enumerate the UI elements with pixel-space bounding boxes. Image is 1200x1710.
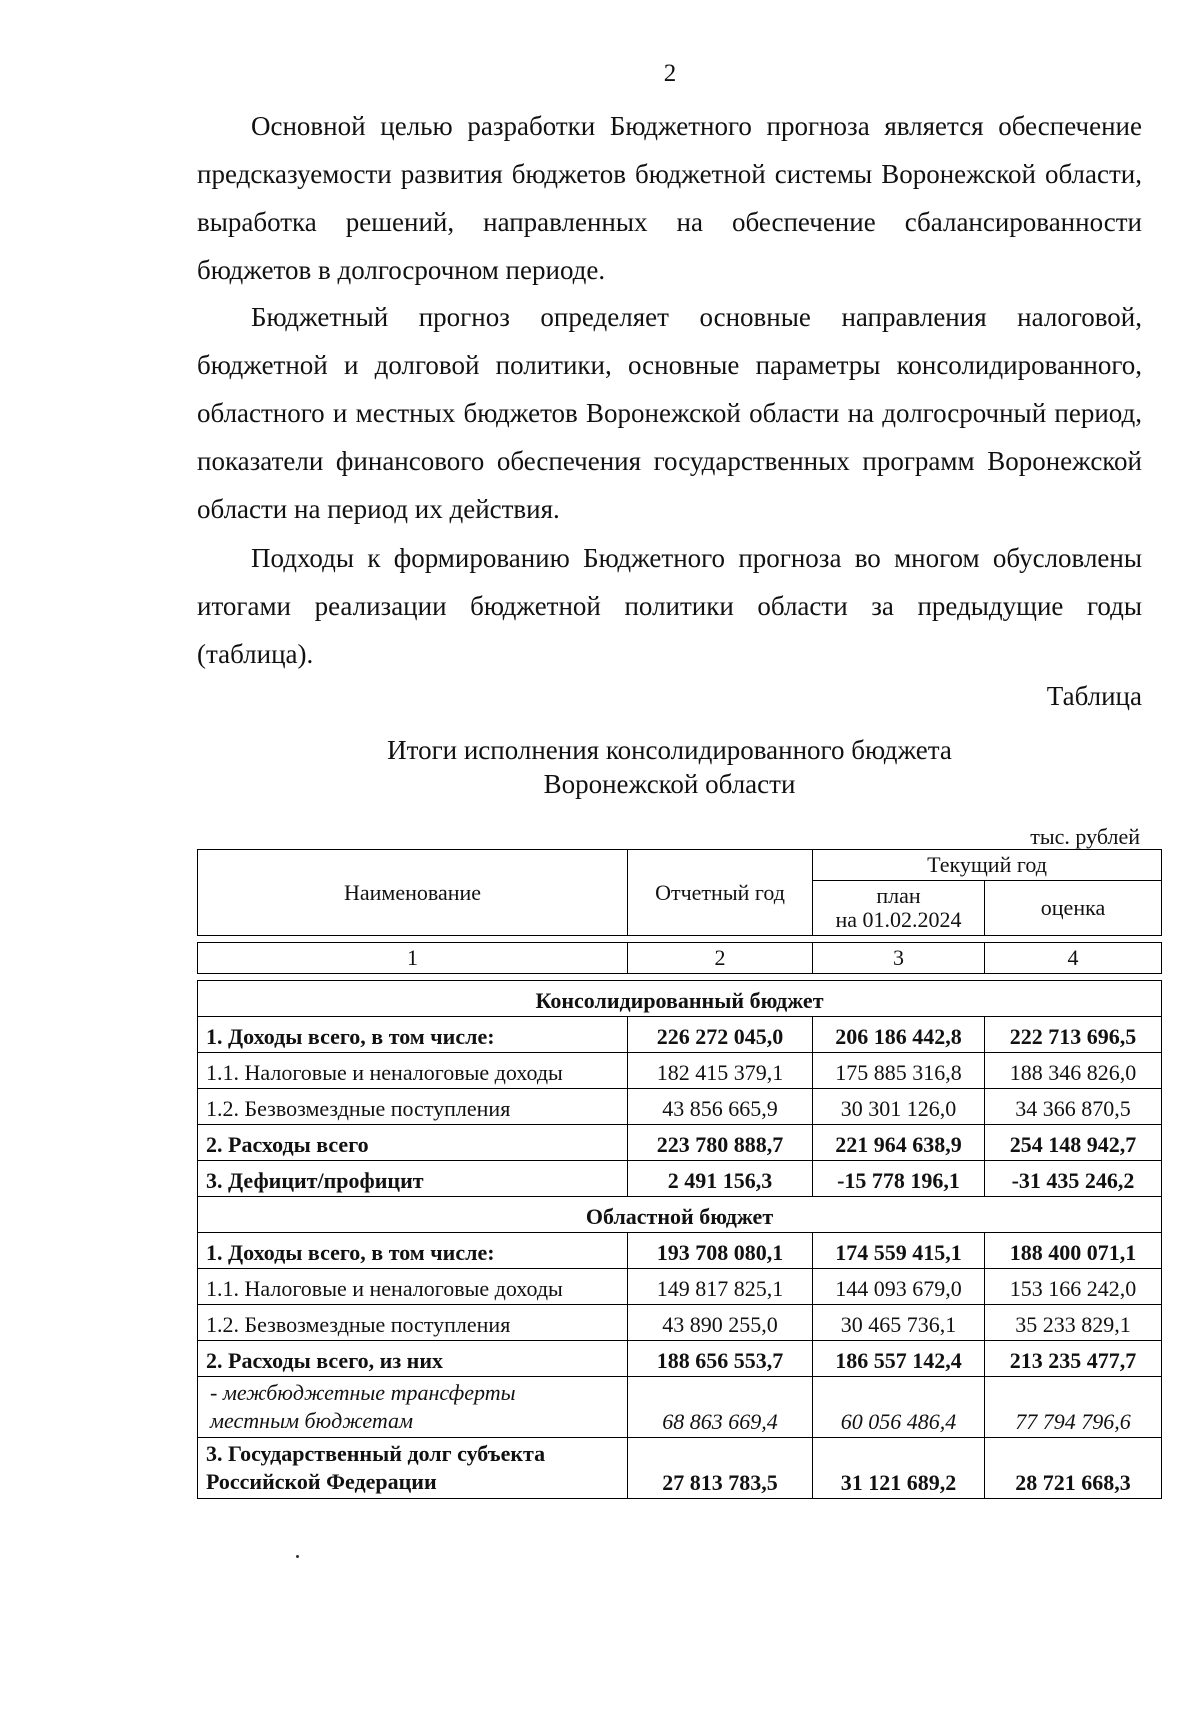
cell-value: -15 778 196,1 [813, 1161, 985, 1197]
section-header [198, 981, 1162, 1017]
table-title-line-1: Итоги исполнения консолидированного бюджета [387, 735, 952, 765]
table-row [198, 1053, 1162, 1089]
cell-value: 27 813 783,5 [628, 1438, 813, 1499]
table-row [198, 1438, 1162, 1499]
budget-table [197, 849, 1162, 1499]
cell-value: 2 491 156,3 [628, 1161, 813, 1197]
stray-dot [296, 1555, 299, 1558]
row-name: 1.1. Налоговые и неналоговые доходы [198, 1269, 628, 1305]
cell-value: 34 366 870,5 [985, 1089, 1162, 1125]
row-name [198, 1377, 628, 1438]
row-name: 2. Расходы всего [198, 1125, 628, 1161]
column-number: 4 [985, 943, 1162, 974]
cell-value: 153 166 242,0 [985, 1269, 1162, 1305]
section-title: Консолидированный бюджет [198, 981, 1162, 1017]
table-row [198, 1233, 1162, 1269]
cell-value: 223 780 888,7 [628, 1125, 813, 1161]
column-number: 2 [628, 943, 813, 974]
row-name-line-1: 3. Государственный долг субъекта [206, 1441, 546, 1466]
table-row [198, 1161, 1162, 1197]
row-name: 1.2. Безвозмездные поступления [198, 1089, 628, 1125]
section-header [198, 1197, 1162, 1233]
cell-value: 43 856 665,9 [628, 1089, 813, 1125]
cell-value: 174 559 415,1 [813, 1233, 985, 1269]
row-name: 1. Доходы всего, в том числе: [198, 1017, 628, 1053]
cell-value: 175 885 316,8 [813, 1053, 985, 1089]
row-name [198, 1438, 628, 1499]
section-title: Областной бюджет [198, 1197, 1162, 1233]
table-row [198, 1017, 1162, 1053]
cell-value: 144 093 679,0 [813, 1269, 985, 1305]
table-row [198, 1305, 1162, 1341]
cell-value: 188 400 071,1 [985, 1233, 1162, 1269]
cell-value: 226 272 045,0 [628, 1017, 813, 1053]
table-row [198, 1269, 1162, 1305]
cell-value: 188 656 553,7 [628, 1341, 813, 1377]
cell-value: 28 721 668,3 [985, 1438, 1162, 1499]
cell-value: 60 056 486,4 [813, 1377, 985, 1438]
cell-value: 77 794 796,6 [985, 1377, 1162, 1438]
table-row [198, 1089, 1162, 1125]
header-plan-line-2: на 01.02.2024 [835, 907, 962, 932]
header-reporting-year: Отчетный год [628, 850, 813, 936]
cell-value: 254 148 942,7 [985, 1125, 1162, 1161]
table-row [198, 1341, 1162, 1377]
cell-value: 149 817 825,1 [628, 1269, 813, 1305]
table-row [198, 1377, 1162, 1438]
row-name: 3. Дефицит/профицит [198, 1161, 628, 1197]
header-current-year: Текущий год [813, 850, 1162, 881]
cell-value: 188 346 826,0 [985, 1053, 1162, 1089]
table-title [197, 733, 1142, 801]
table-label: Таблица [1046, 681, 1142, 711]
cell-value: 186 557 142,4 [813, 1341, 985, 1377]
row-name: 1.1. Налоговые и неналоговые доходы [198, 1053, 628, 1089]
cell-value: 182 415 379,1 [628, 1053, 813, 1089]
header-estimate: оценка [985, 881, 1162, 936]
header-name: Наименование [198, 850, 628, 936]
page-number: 2 [663, 60, 677, 87]
row-name-line-1: - межбюджетные трансферты [210, 1380, 516, 1405]
cell-value: 68 863 669,4 [628, 1377, 813, 1438]
cell-value: 30 465 736,1 [813, 1305, 985, 1341]
cell-value: 193 708 080,1 [628, 1233, 813, 1269]
cell-value: 221 964 638,9 [813, 1125, 985, 1161]
header-plan-line-1: план [876, 883, 921, 908]
row-name: 2. Расходы всего, из них [198, 1341, 628, 1377]
table-title-line-2: Воронежской области [543, 769, 796, 799]
cell-value: 35 233 829,1 [985, 1305, 1162, 1341]
cell-value: 43 890 255,0 [628, 1305, 813, 1341]
cell-value: 213 235 477,7 [985, 1341, 1162, 1377]
paragraph-scope: Бюджетный прогноз определяет основные направления налоговой, бюджетной и долговой политики, основные параметры консолидированного, областного и местных бюджетов Воронежской области на долгосрочный период, показатели финансового обеспечения государственных программ Воронежской области на период их действия. [197, 302, 1142, 524]
cell-value: 222 713 696,5 [985, 1017, 1162, 1053]
header-plan [813, 881, 985, 936]
column-number: 3 [813, 943, 985, 974]
row-name: 1.2. Безвозмездные поступления [198, 1305, 628, 1341]
cell-value: 31 121 689,2 [813, 1438, 985, 1499]
cell-value: -31 435 246,2 [985, 1161, 1162, 1197]
column-number-row [198, 943, 1162, 974]
table-row [198, 1125, 1162, 1161]
cell-value: 30 301 126,0 [813, 1089, 985, 1125]
units-label: тыс. рублей [1030, 824, 1140, 849]
row-name-line-2: местным бюджетам [210, 1408, 414, 1433]
paragraph-goal: Основной целью разработки Бюджетного прогноза является обеспечение предсказуемости развития бюджетов бюджетной системы Воронежской области, выработка решений, направленных на обеспечение сбалансированности бюджетов в долгосрочном периоде. [197, 111, 1142, 285]
row-name: 1. Доходы всего, в том числе: [198, 1233, 628, 1269]
row-name-line-2: Российской Федерации [206, 1469, 437, 1494]
paragraph-approaches: Подходы к формированию Бюджетного прогноза во многом обусловлены итогами реализации бюджетной политики области за предыдущие годы (таблица). [197, 543, 1142, 669]
table-header-row [198, 850, 1162, 881]
column-number: 1 [198, 943, 628, 974]
cell-value: 206 186 442,8 [813, 1017, 985, 1053]
